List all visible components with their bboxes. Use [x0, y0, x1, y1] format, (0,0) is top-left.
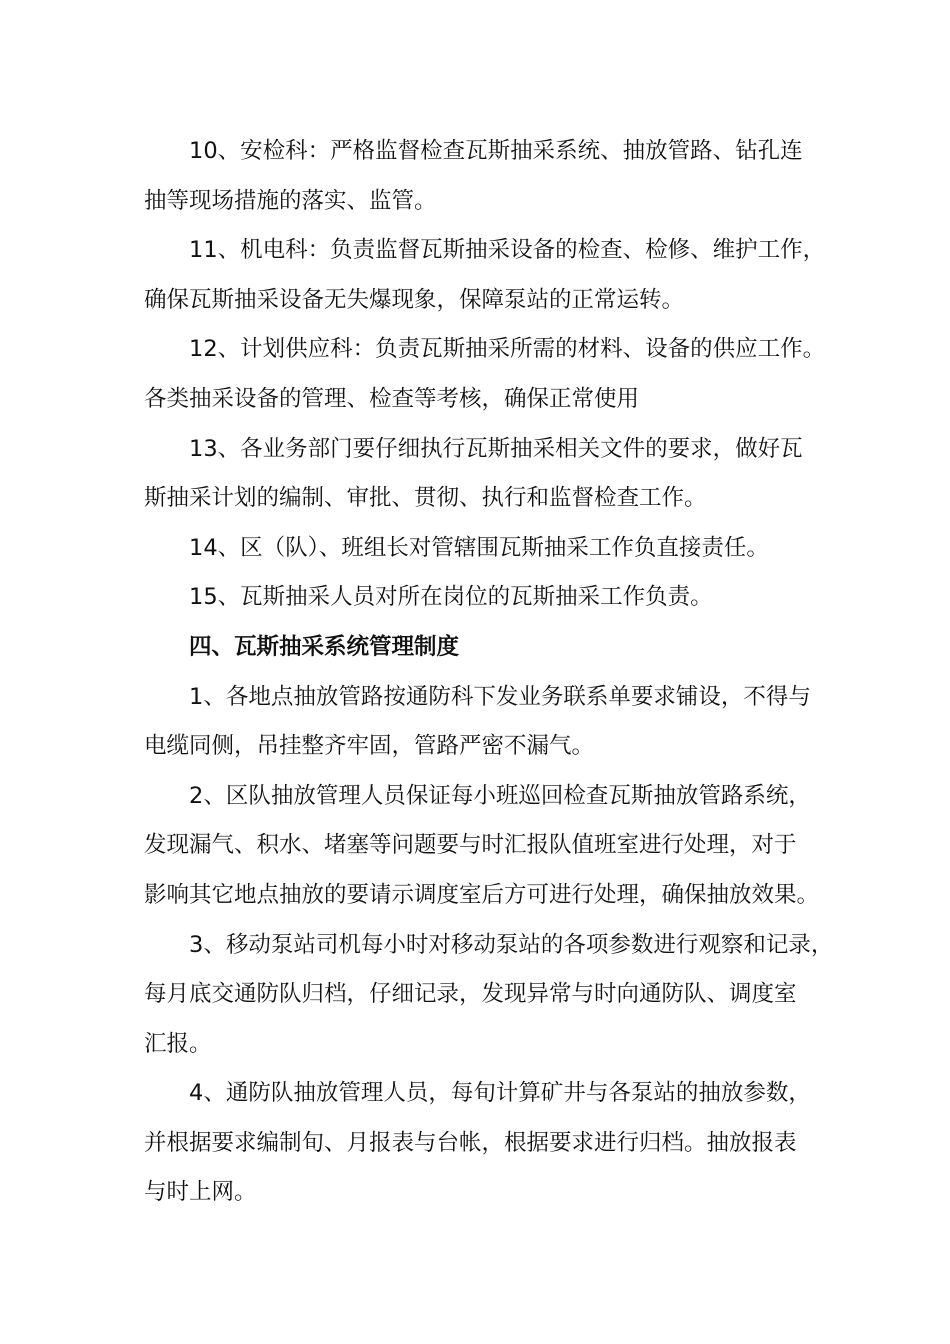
text-line: 12、计划供应科：负责瓦斯抽采所需的材料、设备的供应工作。 — [189, 336, 826, 363]
document-body — [144, 127, 834, 1218]
text-line: 与时上网。 — [144, 1179, 257, 1206]
text-line: 并根据要求编制旬、月报表与台帐，根据要求进行归档。抽放报表 — [144, 1129, 797, 1156]
text-line: 确保瓦斯抽采设备无失爆现象，保障泵站的正常运转。 — [144, 286, 685, 313]
text-line: 1、各地点抽放管路按通防科下发业务联系单要求铺设，不得与 — [189, 683, 811, 710]
text-line: 发现漏气、积水、堵塞等问题要与时汇报队值班室进行处理，对于 — [144, 832, 797, 859]
text-line: 2、区队抽放管理人员保证每小班巡回检查瓦斯抽放管路系统， — [189, 782, 811, 809]
text-line: 影响其它地点抽放的要请示调度室后方可进行处理，确保抽放效果。 — [144, 881, 820, 908]
text-line: 抽等现场措施的落实、监管。 — [144, 187, 437, 214]
text-line: 10、安检科：严格监督检查瓦斯抽采系统、抽放管路、钻孔连 — [189, 138, 803, 164]
text-line: 斯抽采计划的编制、审批、贯彻、执行和监督检查工作。 — [144, 485, 707, 512]
section-heading: 四、瓦斯抽采系统管理制度 — [189, 633, 460, 660]
text-line: 4、通防队抽放管理人员，每旬计算矿井与各泵站的抽放参数， — [189, 1080, 811, 1107]
text-line: 3、移动泵站司机每小时对移动泵站的各项参数进行观察和记录， — [189, 931, 834, 958]
text-line: 11、机电科：负责监督瓦斯抽采设备的检查、检修、维护工作， — [189, 237, 826, 264]
text-line: 15、瓦斯抽采人员对所在岗位的瓦斯抽采工作负责。 — [189, 584, 713, 611]
text-line: 14、区（队）、班组长对管辖围瓦斯抽采工作负直接责任。 — [189, 534, 769, 561]
text-line: 13、各业务部门要仔细执行瓦斯抽采相关文件的要求，做好瓦 — [189, 435, 803, 462]
text-line: 各类抽采设备的管理、检查等考核，确保正常使用 — [144, 385, 640, 412]
text-line: 汇报。 — [144, 1030, 212, 1057]
text-line: 电缆同侧，吊挂整齐牢固，管路严密不漏气。 — [144, 733, 595, 760]
text-line: 每月底交通防队归档，仔细记录，发现异常与时向通防队、调度室 — [144, 981, 797, 1008]
